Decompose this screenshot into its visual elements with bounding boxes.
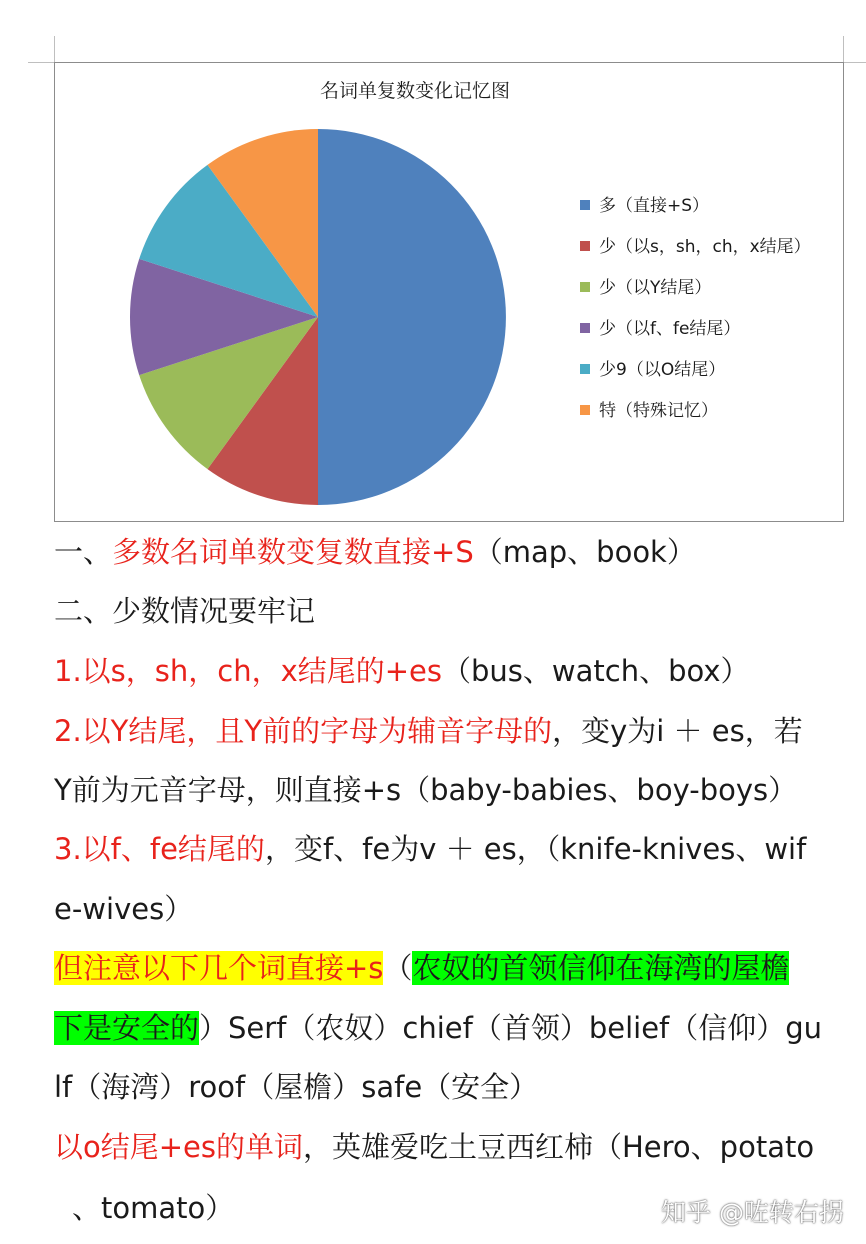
rule-2-2-number: 2. (54, 714, 82, 748)
legend-swatch-3 (580, 282, 590, 292)
rule-2-2-continued: Y前为元音字母，则直接+s（baby-babies、boy-boys） (54, 773, 798, 807)
line-rule-2-heading (54, 591, 854, 631)
legend-label-5: 少9（以O结尾） (599, 360, 726, 380)
rule-1-prefix: 一、 (54, 535, 113, 569)
rule-2-1-highlight: 以s，sh，ch，x结尾的+es (81, 654, 443, 688)
rule-2-3-text: ，变f、fe为v ＋ es，（knife-knives、wif (264, 832, 807, 866)
line-rule-2-2 (54, 711, 854, 751)
legend-label-1: 多（直接+S） (599, 196, 710, 216)
rule-1-examples: （map、book） (473, 535, 696, 569)
legend-swatch-6 (580, 405, 590, 415)
rule-2-3-highlight: 以f、fe结尾的 (81, 832, 265, 866)
line-exception-words-cont (54, 1067, 854, 1107)
rule-2-3-continued: e-wives） (54, 892, 194, 926)
o-rule-highlight: 以o结尾+es的单词 (54, 1130, 303, 1164)
mnemonic-part-2: 下是安全的 (54, 1011, 200, 1045)
exception-note: 但注意以下几个词直接+s (54, 951, 384, 985)
rule-2-3-number: 3. (54, 832, 82, 866)
pie-slices (130, 129, 506, 505)
rule-2-1-examples: （bus、watch、box） (442, 654, 750, 688)
line-exception (54, 948, 854, 988)
margin-guide-vertical-right (843, 36, 844, 62)
legend-label-2: 少（以s，sh，ch，x结尾） (599, 237, 811, 257)
o-rule-text: ，英雄爱吃土豆西红柿（Hero、potato (303, 1130, 815, 1164)
exception-words: ）Serf（农奴）chief（首领）belief（信仰）gu (199, 1011, 823, 1045)
rule-2-2-highlight: 以Y结尾，且Y前的字母为辅音字母的 (81, 714, 553, 748)
line-o-rule (54, 1127, 854, 1167)
line-exception-words (54, 1008, 854, 1048)
legend-swatch-1 (580, 200, 590, 210)
pie-slice-1 (318, 129, 506, 505)
o-rule-continued: 、tomato） (72, 1191, 235, 1225)
rule-2-2-text: ，变y为i ＋ es，若 (552, 714, 803, 748)
line-rule-1 (54, 532, 854, 572)
legend-swatch-2 (580, 241, 590, 251)
watermark: 知乎 @咗转右拐 (661, 1198, 844, 1227)
chart-legend (580, 196, 811, 421)
legend-label-3: 少（以Y结尾） (599, 278, 712, 298)
rule-2-1-number: 1. (54, 654, 82, 688)
legend-swatch-5 (580, 364, 590, 374)
rule-2-heading: 二、少数情况要牢记 (54, 594, 316, 628)
line-rule-2-2-cont (54, 770, 854, 810)
mnemonic-part-1: 农奴的首领信仰在海湾的屋檐 (412, 951, 790, 985)
chart-title: 名词单复数变化记忆图 (319, 80, 511, 102)
exception-words-continued: lf（海湾）roof（屋檐）safe（安全） (54, 1070, 539, 1104)
line-rule-2-1 (54, 651, 854, 691)
line-rule-2-3-cont (54, 889, 854, 929)
margin-guide-vertical-left (54, 36, 55, 62)
exception-paren: （ (383, 951, 413, 985)
line-rule-2-3 (54, 829, 854, 869)
pie-chart-svg (55, 63, 843, 521)
legend-label-6: 特（特殊记忆） (599, 401, 718, 421)
pie-chart (54, 62, 844, 522)
legend-label-4: 少（以f、fe结尾） (599, 319, 741, 339)
rule-1-highlight: 多数名词单数变复数直接+S (112, 535, 474, 569)
legend-swatch-4 (580, 323, 590, 333)
